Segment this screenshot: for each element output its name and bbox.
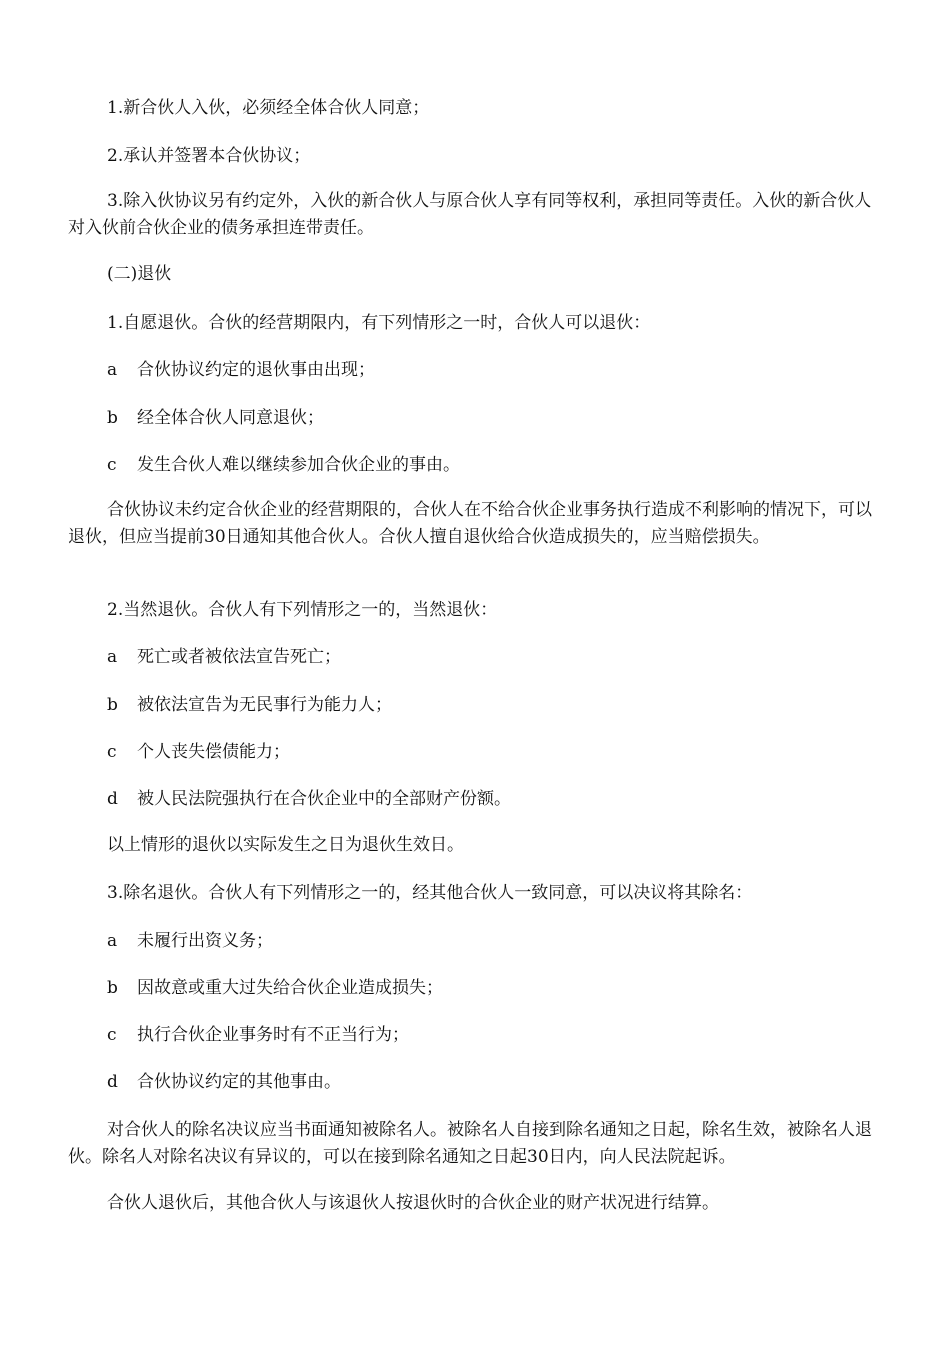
- expulsion-intro: 3.除名退伙。合伙人有下列情形之一的，经其他合伙人一致同意，可以决议将其除名：: [107, 883, 753, 903]
- list-item: [107, 405, 882, 432]
- list-marker: d: [107, 789, 118, 809]
- list-text: 死亡或者被依法宣告死亡；: [137, 647, 341, 667]
- list-marker: b: [107, 408, 118, 428]
- list-marker: b: [107, 978, 118, 998]
- section-heading-withdrawal: (二)退伙: [107, 264, 172, 284]
- list-item: [107, 928, 882, 955]
- list-item: [107, 644, 882, 671]
- list-text: 合伙协议约定的退伙事由出现；: [137, 360, 375, 380]
- list-marker: d: [107, 1072, 118, 1092]
- list-item: [107, 357, 882, 384]
- voluntary-withdrawal-intro: 1.自愿退伙。合伙的经营期限内，有下列情形之一时，合伙人可以退伙：: [107, 313, 651, 333]
- list-item: [107, 1022, 882, 1049]
- automatic-withdrawal-note: 以上情形的退伙以实际发生之日为退伙生效日。: [107, 835, 464, 855]
- settlement-paragraph: 合伙人退伙后，其他合伙人与该退伙人按退伙时的合伙企业的财产状况进行结算。: [107, 1193, 719, 1213]
- admission-rule-1: 1.新合伙人入伙，必须经全体合伙人同意；: [107, 98, 430, 118]
- list-text: 个人丧失偿债能力；: [137, 742, 290, 762]
- list-item: [107, 452, 882, 479]
- automatic-withdrawal-intro: 2.当然退伙。合伙人有下列情形之一的，当然退伙：: [107, 600, 498, 620]
- list-text: 合伙协议约定的其他事由。: [137, 1072, 341, 1092]
- list-item: [107, 739, 882, 766]
- list-text: 发生合伙人难以继续参加合伙企业的事由。: [137, 455, 460, 475]
- list-marker: c: [107, 455, 117, 475]
- expulsion-note: 对合伙人的除名决议应当书面通知被除名人。被除名人自接到除名通知之日起，除名生效，被除名人退伙。除名人对除名决议有异议的，可以在接到除名通知之日起30日内，向人民法院起诉。: [68, 1120, 872, 1167]
- list-marker: c: [107, 1025, 117, 1045]
- list-text: 未履行出资义务；: [137, 931, 273, 951]
- list-item: [107, 786, 882, 813]
- list-text: 经全体合伙人同意退伙；: [137, 408, 324, 428]
- list-marker: a: [107, 931, 118, 951]
- list-text: 被依法宣告为无民事行为能力人；: [137, 695, 392, 715]
- list-item: [107, 975, 882, 1002]
- list-text: 因故意或重大过失给合伙企业造成损失；: [137, 978, 443, 998]
- list-text: 执行合伙企业事务时有不正当行为；: [137, 1025, 409, 1045]
- list-text: 被人民法院强执行在合伙企业中的全部财产份额。: [137, 789, 511, 809]
- admission-rule-2: 2.承认并签署本合伙协议；: [107, 146, 311, 166]
- admission-rule-3: 3.除入伙协议另有约定外，入伙的新合伙人与原合伙人享有同等权利，承担同等责任。入伙的新合伙人对入伙前合伙企业的债务承担连带责任。: [68, 191, 872, 238]
- voluntary-withdrawal-note: 合伙协议未约定合伙企业的经营期限的，合伙人在不给合伙企业事务执行造成不利影响的情况下，可以退伙，但应当提前30日通知其他合伙人。合伙人擅自退伙给合伙造成损失的，应当赔偿损失。: [68, 500, 872, 547]
- list-marker: a: [107, 360, 118, 380]
- list-marker: c: [107, 742, 117, 762]
- list-item: [107, 692, 882, 719]
- list-marker: a: [107, 647, 118, 667]
- list-marker: b: [107, 695, 118, 715]
- list-item: [107, 1069, 882, 1096]
